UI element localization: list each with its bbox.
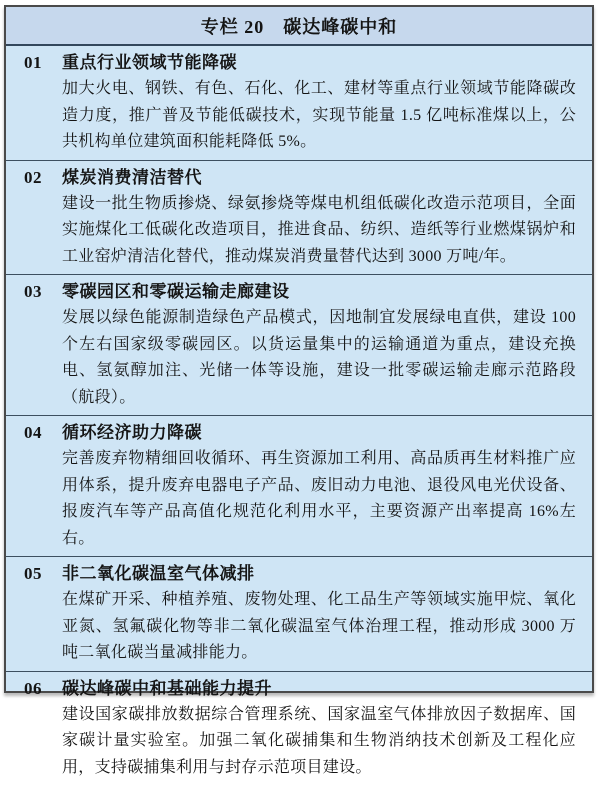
section (6, 275, 592, 416)
box-title: 专栏 20 碳达峰碳中和 (6, 7, 592, 46)
section-heading (6, 279, 576, 305)
section-heading (6, 420, 576, 446)
section-title: 重点行业领域节能降碳 (62, 50, 237, 76)
section-heading (6, 165, 576, 191)
section-number: 04 (6, 420, 62, 446)
section-body: 发展以绿色能源制造绿色产品模式，因地制宜发展绿电直供，建设 100 个左右国家级零碳园区。以货运量集中的运输通道为重点，建设充换电、氢氨醇加注、光储一体等设施，建设一批零碳运输走廊示范路段（航段）。 (62, 305, 576, 411)
section-number: 06 (6, 676, 62, 702)
section (6, 46, 592, 161)
section (6, 161, 592, 276)
section-body: 建设国家碳排放数据综合管理系统、国家温室气体排放因子数据库、国家碳计量实验室。加强二氧化碳捕集和生物消纳技术创新及工程化应用，支持碳捕集利用与封存示范项目建设。 (62, 702, 576, 782)
section-body: 在煤矿开采、种植养殖、废物处理、化工品生产等领域实施甲烷、氧化亚氮、氢氟碳化物等非二氧化碳温室气体治理工程，推动形成 3000 万吨二氧化碳当量减排能力。 (62, 587, 576, 667)
section-number: 01 (6, 50, 62, 76)
section-heading (6, 50, 576, 76)
section (6, 557, 592, 672)
section-title: 循环经济助力降碳 (62, 420, 202, 446)
sections-container (6, 46, 592, 785)
section-title: 碳达峰碳中和基础能力提升 (62, 676, 272, 702)
section-body: 加大火电、钢铁、有色、石化、化工、建材等重点行业领域节能降碳改造力度，推广普及节能低碳技术，实现节能量 1.5 亿吨标准煤以上，公共机构单位建筑面积能耗降低 5%。 (62, 76, 576, 156)
section-title: 零碳园区和零碳运输走廊建设 (62, 279, 290, 305)
section-heading (6, 561, 576, 587)
section-title: 煤炭消费清洁替代 (62, 165, 202, 191)
section-heading (6, 676, 576, 702)
section-number: 03 (6, 279, 62, 305)
section-body: 建设一批生物质掺烧、绿氨掺烧等煤电机组低碳化改造示范项目，全面实施煤化工低碳化改造项目，推进食品、纺织、造纸等行业燃煤锅炉和工业窑炉清洁化替代，推动煤炭消费量替代达到 3000 万吨/年。 (62, 191, 576, 271)
section (6, 672, 592, 785)
section-number: 05 (6, 561, 62, 587)
section-number: 02 (6, 165, 62, 191)
feature-box (4, 5, 594, 693)
section-body: 完善废弃物精细回收循环、再生资源加工利用、高品质再生材料推广应用体系，提升废弃电器电子产品、废旧动力电池、退役风电光伏设备、报废汽车等产品高值化规范化利用水平，主要资源产出率提高 16%左右。 (62, 446, 576, 552)
section (6, 416, 592, 557)
section-title: 非二氧化碳温室气体减排 (62, 561, 255, 587)
